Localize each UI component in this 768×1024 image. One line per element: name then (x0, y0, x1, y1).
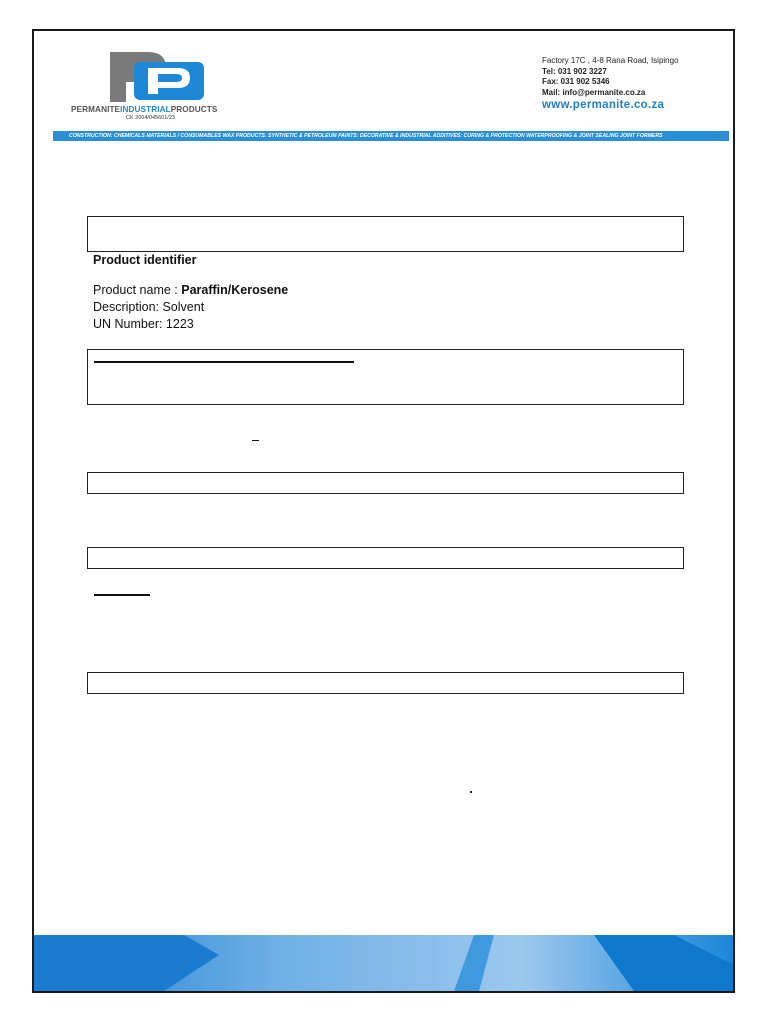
product-description: Description: Solvent (93, 300, 205, 314)
product-name-value: Paraffin/Kerosene (181, 283, 289, 297)
company-name-part3: PRODUCTS (170, 105, 218, 114)
company-name-part2: INDUSTRIAL (120, 105, 171, 114)
contact-mail: Mail: info@permanite.co.za (542, 87, 646, 97)
company-logo (68, 48, 238, 128)
un-number: UN Number: 1223 (93, 317, 194, 331)
product-name-line (93, 283, 288, 297)
document-page (32, 29, 735, 993)
product-name-label: Product name : (93, 283, 182, 297)
underline-rule-short (94, 594, 150, 596)
pip-logo-icon (108, 48, 208, 104)
contact-tel: Tel: 031 902 3227 (542, 66, 607, 76)
contact-fax: Fax: 031 902 5346 (542, 77, 610, 86)
section-header-box-5 (87, 672, 684, 694)
underscore-mark (252, 440, 259, 441)
category-bar: CONSTRUCTION: CHEMICALS MATERIALS / CONSUMABLES WAX PRODUCTS: SYNTHETIC & PETROLEUM PAINTS: DECORATIVE & INDUSTRIAL ADDITIVES: CURING & PROTECTION WATERPROOFING & JOINT SEALING JOINT FORMERS (53, 131, 729, 141)
company-name (71, 105, 217, 114)
contact-block (542, 56, 679, 111)
section-header-box-2 (87, 349, 684, 405)
company-name-part1: PERMANITE (71, 105, 121, 114)
contact-address: Factory 17C , 4-8 Rana Road, Isipingo (542, 56, 679, 65)
product-identifier-heading: Product identifier (93, 253, 197, 267)
underline-rule (94, 361, 354, 363)
section-header-box-1 (87, 216, 684, 252)
footer-wave-graphic (34, 935, 734, 991)
contact-website: www.permanite.co.za (542, 99, 665, 111)
dot-mark (470, 791, 472, 793)
section-header-box-4 (87, 547, 684, 569)
section-header-box-3 (87, 472, 684, 494)
company-registration: CK 2004/045601/23 (126, 115, 175, 121)
